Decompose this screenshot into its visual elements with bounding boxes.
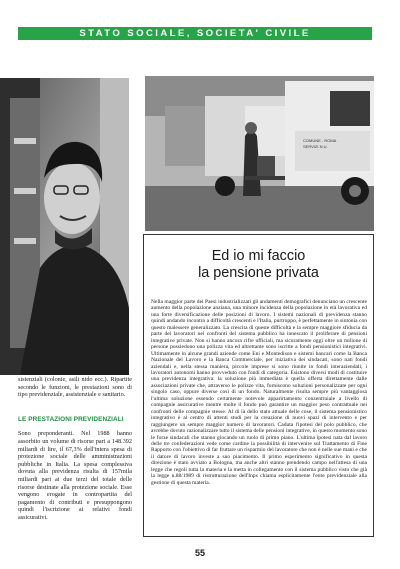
box-title <box>144 248 373 282</box>
box-title-line1: Ed io mi faccio <box>211 248 306 264</box>
left-column-text <box>18 376 132 522</box>
box-body-paragraph: Nella maggior parte dei Paesi industrializzati gli andamenti demografici denunciano un crescente aumento della popolazione anziana, una minore incidenza della popolazione in età lavorativa ed una forte diversificazione delle posizioni di lavoro. I sistemi nazionali di previdenza stanno quindi andando incontro a difficoltà crescenti e l'Italia, purtroppo, è perfettamente in sintonia con questo malessere generalizzato. La crescita di queste difficoltà e la sempre maggiore sfiducia da parte dei lavoratori nei confronti del sistema pubblico ha innescato il proliferare di pensioni integrative private. Non si hanno ancora cifre ufficiali, ma sicuramente oggi oltre un milione di persone possiedono una polizza vita ed altrettante sono iscritte a fondi pensionistici integrativi. Ultimamente in alcune grandi aziende come Eni e Montedison e sistemi bancari come la Banca Nazionale del Lavoro e la Banca Commerciale, per iniziativa dei sindacati, sono nati fondi aziendali e, nella stessa maniera, piccole imprese si sono riunite in fondi interaziendali; i lavoratori autonomi hanno provveduto con fondi di categoria. Esistono diversi modi di costituire una previdenza integrativa: la soluzione più immediata è quella offerta direttamente dalle associazioni private che, attraverso le polizze vita, forniscono soluzioni personalizzate per ogni singolo caso, oppure diverse così di un fondo. Naturalmente risulta sempre più vantaggiosa l'ultima soluzione essendo certamente notevole apparirtamento conzentruiale a livello di compagnie assicurative mentre molte il fondo può garantire un maggior peso contrattuale nei confronti delle compagnie stesse. Al di là dello stato attuale delle cose, il sistema pensionistico integrativo è al centro di attenti studi per la creazione di nuovi spazi di intervento e per raggiungere un sempre maggior numero di lavoratori. Caduta l'ipotesi del polo pubblico, che avrebbe dovuto razionalizzare tutto il sistema delle pensioni integrative, in questo momento sono le forze sindacali che stanno giocando un ruolo di primo piano. L'ultima ipotesi nata dal lavoro delle tre confederazioni vede come cardine la possibilità di intervenire sul Trattamento di Fine Rapporto con l'obiettivo di far fruttare un risparmio del lavoratore che non è nelle sue mani e che il datore di lavoro investe a suo piacimento. Il primo esperimento significativo in questa direzione è stato avviato a Bologna, ma anche altri stanno prendendo campo nell'attesa di una legge che regoli tutta la materia e la metta in collegamento con il sistema pubblico visto che già la legge n.88/1989 di ristrutturazione dell'Inps chiama esplicitamente l'ente previdenziale alla gestione di questa materia. <box>151 299 367 486</box>
page-number: 55 <box>194 548 205 558</box>
photo-smiling-man <box>0 78 129 375</box>
box-body <box>151 299 367 486</box>
sidebar-box <box>143 234 374 537</box>
photo-garbage-trucks <box>145 76 374 231</box>
section-heading: LE PRESTAZIONI PREVIDENZIALI <box>18 415 124 423</box>
truck-label-line1: COMUNE - ROMA <box>303 138 337 143</box>
truck-label-line2: SERVIZI N.U. <box>303 144 328 149</box>
photo-smiling-man-image <box>0 78 129 375</box>
section-banner: STATO SOCIALE, SOCIETA' CIVILE <box>18 27 372 40</box>
left-body-paragraph: Sono preponderanti. Nel 1988 hanno assorbito un volume di risorse pari a 148.392 miliardi di lire, il 67,3% dell'intera spesa di protezione sociale delle amministrazioni pubbliche in Italia. La spesa complessiva dovuta alla previdenza risulta di 157mila miliardi pari ai due terzi del totale delle risorse destinate alla protezione sociale. Esse vengono erogate in contropartita del pagamento di contributi e presuppongono quindi l'iscrizione ai relativi fondi assicurativi. <box>18 430 132 521</box>
left-intro-paragraph: sistenziali (colonie, asili nido ecc.). Ripartite secondo le funzioni, le prestazioni sono di tipo previdenziale, assistenziale e sanitario. <box>18 376 132 399</box>
box-title-line2: la pensione privata <box>198 265 319 281</box>
photo-garbage-trucks-image <box>145 76 374 231</box>
